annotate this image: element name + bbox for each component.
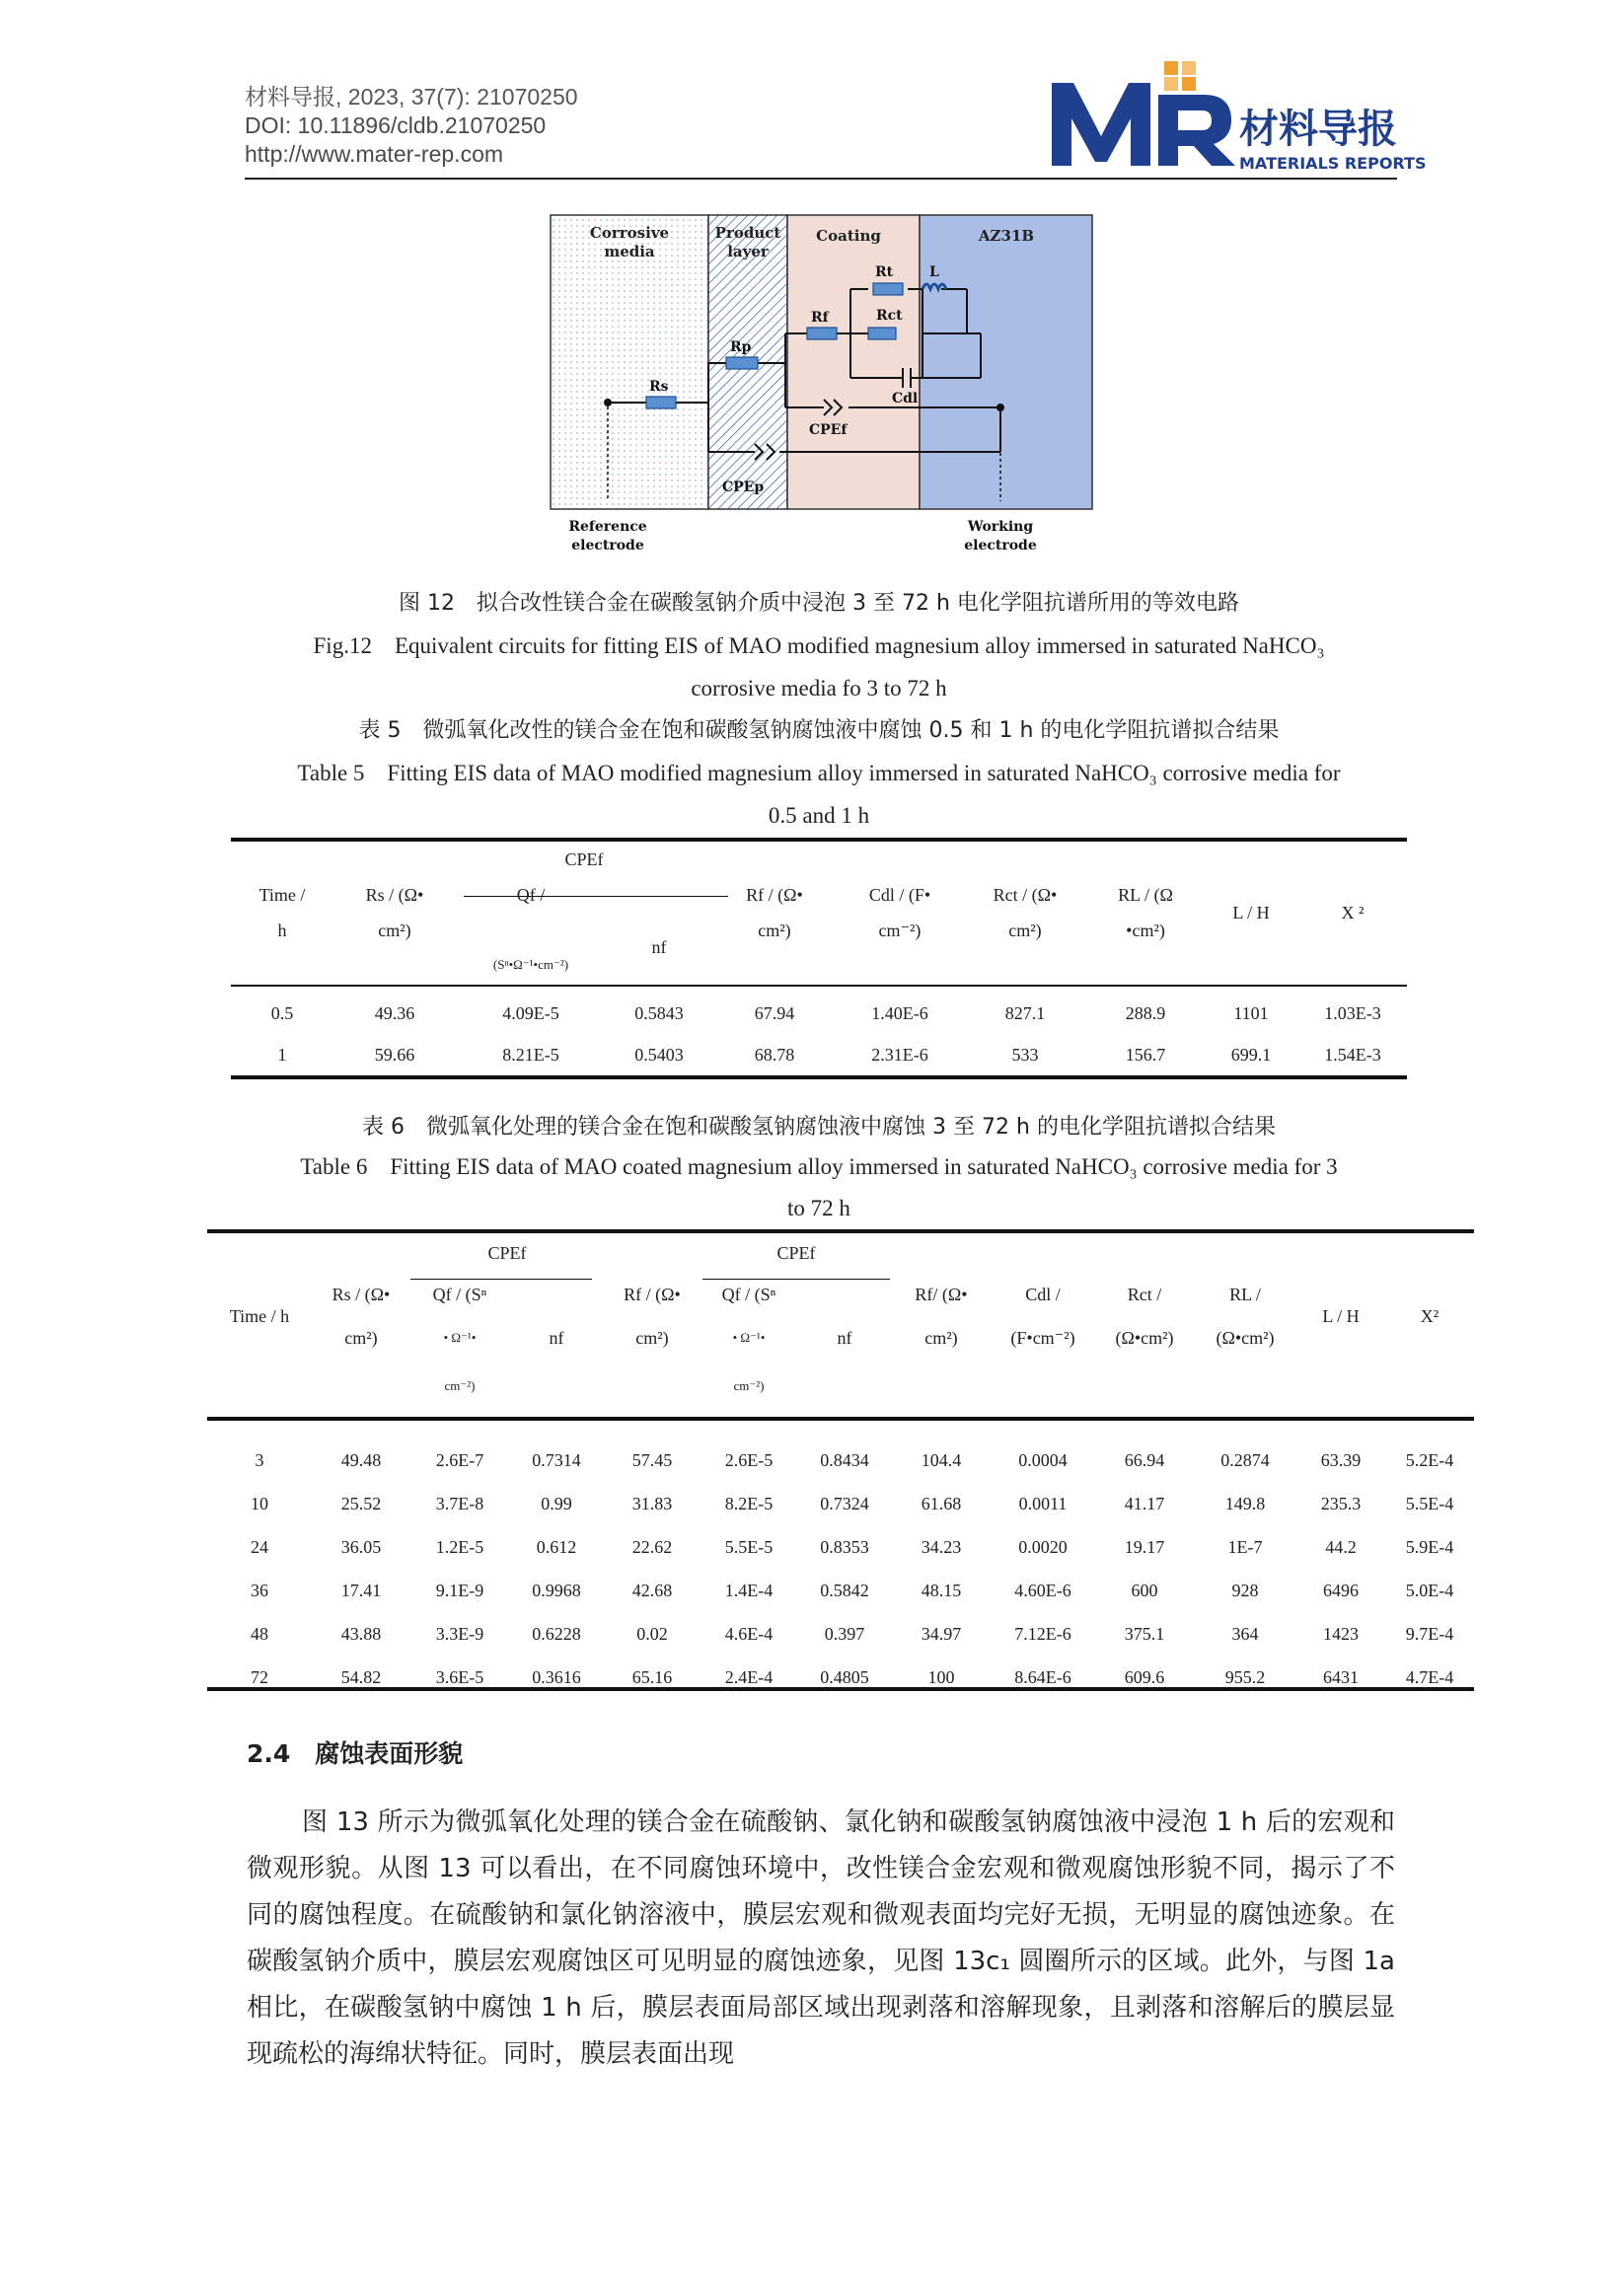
t6-h-rs-2: cm²) (344, 1327, 378, 1348)
label-reference-2: electrode (571, 538, 644, 553)
t6-h-rct-2: (Ω•cm²) (1115, 1327, 1174, 1348)
t6-cell: 5.5E-4 (1405, 1493, 1454, 1513)
resistor-rct (868, 328, 896, 339)
t5-h-rct-1: Rct / (Ω• (993, 884, 1058, 905)
t6-cell: 6496 (1323, 1580, 1359, 1600)
table-6 (207, 1233, 1474, 1699)
table-row (207, 1482, 1474, 1525)
reference-node (604, 399, 612, 406)
t6-h-rl-1: RL / (1229, 1284, 1261, 1304)
t6-cell: 6431 (1323, 1666, 1359, 1687)
table-row (207, 1569, 1474, 1612)
t6-cell: 0.397 (824, 1623, 865, 1644)
t6-cell: 57.45 (631, 1449, 673, 1470)
coating-region (787, 215, 920, 509)
t5-cell: 0.5403 (634, 1044, 684, 1065)
t6-cell: 49.48 (340, 1449, 382, 1470)
t6-cell: 48 (251, 1623, 268, 1644)
t6-h-cdl-1: Cdl / (1025, 1284, 1061, 1304)
label-rt: Rt (875, 264, 894, 280)
t5-h-rs-2: cm²) (378, 920, 411, 940)
t6-h-q2-3: cm⁻²) (733, 1378, 765, 1393)
t6-cell: 41.17 (1124, 1493, 1165, 1513)
t6-cell: 0.7314 (532, 1449, 581, 1470)
t6-cell: 0.0011 (1018, 1493, 1068, 1513)
t5-cell: 0.5 (270, 1002, 294, 1023)
t6-h-q1-3: cm⁻²) (444, 1378, 476, 1393)
t5-h-rs-1: Rs / (Ω• (365, 884, 424, 905)
doi: DOI: 10.11896/cldb.21070250 (245, 112, 547, 138)
t5-cell: 59.66 (374, 1044, 415, 1065)
t6-cell: 364 (1231, 1623, 1259, 1644)
t6-cell: 8.64E-6 (1014, 1666, 1071, 1687)
t6-h-cpe-1: CPEf (487, 1242, 527, 1263)
table-row (231, 1033, 1407, 1076)
t6-cell: 5.2E-4 (1405, 1449, 1454, 1470)
table-row (231, 994, 1407, 1033)
t6-cell: 4.6E-4 (724, 1623, 774, 1644)
t6-cell: 0.7324 (820, 1493, 869, 1513)
t6-cell: 0.6228 (532, 1623, 581, 1644)
t5-h-cdl-1: Cdl / (F• (868, 884, 931, 905)
t5-cell: 156.7 (1125, 1044, 1166, 1065)
t6-cell: 9.7E-4 (1405, 1623, 1454, 1644)
label-rct: Rct (876, 308, 903, 324)
t6-h-rs-1: Rs / (Ω• (332, 1284, 391, 1304)
t5-cell: 2.31E-6 (871, 1044, 928, 1065)
label-rp: Rp (730, 339, 752, 355)
t6-cell: 24 (251, 1536, 268, 1557)
t6-cell: 0.8434 (820, 1449, 869, 1470)
t5-cell: 533 (1011, 1044, 1039, 1065)
t6-cell: 61.68 (921, 1493, 962, 1513)
fig12-caption-cn: 图 12 拟合改性镁合金在碳酸氢钠介质中浸泡 3 至 72 h 电化学阻抗谱所用的等效电路 (399, 591, 1239, 616)
t6-cell: 36.05 (340, 1536, 382, 1557)
t6-h-rf2-2: cm²) (924, 1327, 958, 1348)
label-coating: Coating (816, 227, 881, 245)
t6-cell: 1.2E-5 (435, 1536, 484, 1557)
t6-h-time: Time / h (229, 1305, 290, 1326)
t5-cell: 1.40E-6 (871, 1002, 928, 1023)
label-cdl: Cdl (892, 391, 919, 406)
t6-cell: 0.5842 (820, 1580, 869, 1600)
t6-cell: 22.62 (631, 1536, 673, 1557)
label-reference-1: Reference (568, 519, 647, 535)
t6-h-cdl-2: (F•cm⁻²) (1010, 1327, 1075, 1348)
t6-cell: 34.23 (921, 1536, 962, 1557)
t6-cell: 5.9E-4 (1405, 1536, 1454, 1557)
t6-cell: 1E-7 (1227, 1536, 1263, 1557)
t6-h-n2: nf (837, 1327, 852, 1348)
t6-cell: 7.12E-6 (1014, 1623, 1071, 1644)
t6-cell: 375.1 (1124, 1623, 1165, 1644)
t6-cell: 17.41 (340, 1580, 382, 1600)
label-product-1: Product (714, 224, 781, 242)
t6-cell: 2.4E-4 (724, 1666, 774, 1687)
t6-cell: 10 (251, 1493, 268, 1513)
logo-cn-text: 材料导报 (1239, 106, 1397, 152)
t5-cell: 1.54E-3 (1324, 1044, 1381, 1065)
t6-h-x2: X² (1420, 1305, 1439, 1326)
t6-cell: 0.02 (636, 1623, 668, 1644)
label-l: L (929, 264, 939, 280)
journal-citation: 材料导报, 2023, 37(7): 21070250 (245, 84, 578, 110)
label-corrosive-2: media (604, 243, 655, 260)
t6-cell: 0.0020 (1018, 1536, 1068, 1557)
t6-cell: 2.6E-7 (435, 1449, 484, 1470)
t6-cell: 2.6E-5 (724, 1449, 774, 1470)
working-node (997, 404, 1004, 411)
t5-cell: 827.1 (1004, 1002, 1046, 1023)
t6-cell: 19.17 (1124, 1536, 1165, 1557)
t6-cell: 25.52 (340, 1493, 382, 1513)
table5-body (231, 982, 1407, 1076)
table5-caption-en-2: 0.5 and 1 h (768, 803, 870, 828)
t6-h-q2-1: Qf / (Sⁿ (721, 1284, 776, 1304)
t6-cell: 235.3 (1320, 1493, 1362, 1513)
t6-cell: 4.60E-6 (1014, 1580, 1071, 1600)
t6-h-rf1-2: cm²) (635, 1327, 669, 1348)
t6-cell: 66.94 (1124, 1449, 1165, 1470)
t6-cell: 8.2E-5 (724, 1493, 774, 1513)
t5-h-rct-2: cm²) (1008, 920, 1042, 940)
t6-h-q1-2: • Ω⁻¹• (443, 1330, 477, 1345)
t6-cell: 43.88 (340, 1623, 382, 1644)
label-substrate: AZ31B (978, 227, 1035, 245)
t5-cell: 4.09E-5 (502, 1002, 559, 1023)
label-cpef: CPEf (809, 422, 848, 438)
t6-cell: 4.7E-4 (1405, 1666, 1454, 1687)
t6-cell: 72 (251, 1666, 268, 1687)
t6-cell: 34.97 (921, 1623, 962, 1644)
t6-cell: 31.83 (631, 1493, 673, 1513)
t6-cell: 955.2 (1224, 1666, 1266, 1687)
t5-cell: 1 (277, 1044, 287, 1065)
t6-cell: 3.6E-5 (435, 1666, 484, 1687)
logo-mr-mark (1052, 61, 1235, 166)
t6-h-rf1-1: Rf / (Ω• (624, 1284, 681, 1304)
t6-cell: 44.2 (1325, 1536, 1357, 1557)
t6-h-rf2-1: Rf/ (Ω• (915, 1284, 968, 1304)
t5-h-rl-2: •cm²) (1126, 920, 1165, 940)
t6-cell: 600 (1131, 1580, 1158, 1600)
t6-cell: 609.6 (1124, 1666, 1165, 1687)
t6-h-lh: L / H (1322, 1305, 1360, 1326)
label-rs: Rs (649, 379, 669, 395)
label-working-1: Working (967, 519, 1034, 535)
t5-cell: 288.9 (1125, 1002, 1166, 1023)
t5-h-cpe: CPEf (564, 848, 604, 869)
t5-h-qf-2: (Sⁿ•Ω⁻¹•cm⁻²) (492, 957, 569, 972)
table-row (207, 1438, 1474, 1482)
t6-cell: 54.82 (340, 1666, 382, 1687)
t6-h-rct-1: Rct / (1127, 1284, 1162, 1304)
t6-cell: 0.2874 (1220, 1449, 1270, 1470)
header-rule (245, 178, 1397, 180)
journal-logo (1046, 55, 1427, 176)
t5-h-x2: X ² (1341, 902, 1365, 922)
t6-cell: 9.1E-9 (435, 1580, 484, 1600)
resistor-rf (807, 328, 837, 339)
table-5 (231, 842, 1407, 1076)
t6-cell: 0.99 (541, 1493, 572, 1513)
resistor-rt (873, 283, 903, 295)
t5-cell: 1101 (1233, 1002, 1269, 1023)
fig12-caption-en-1: Fig.12 Equivalent circuits for fitting EIS of MAO modified magnesium alloy immersed in saturated NaHCO₃ (313, 633, 1325, 658)
table6-caption-en-1: Table 6 Fitting EIS data of MAO coated magnesium alloy immersed in saturated NaHCO₃ corrosive media for 3 (300, 1154, 1338, 1179)
t5-h-nf: nf (651, 936, 667, 957)
label-rf: Rf (811, 310, 829, 326)
t6-h-q1-1: Qf / (Sⁿ (432, 1284, 487, 1304)
t5-cell: 1.03E-3 (1324, 1002, 1381, 1023)
logo-en-text: MATERIALS REPORTS (1239, 154, 1427, 173)
t5-cell: 8.21E-5 (502, 1044, 559, 1065)
label-corrosive-1: Corrosive (589, 224, 670, 242)
label-product-2: layer (727, 243, 769, 260)
t6-cell: 36 (251, 1580, 268, 1600)
t6-cell: 0.3616 (532, 1666, 581, 1687)
resistor-rs (646, 397, 676, 408)
t5-h-lh: L / H (1232, 902, 1270, 922)
t5-cell: 699.1 (1230, 1044, 1272, 1065)
section-heading: 2.4 腐蚀表面形貌 (247, 1739, 464, 1768)
t6-cell: 65.16 (631, 1666, 673, 1687)
t5-cell: 67.94 (754, 1002, 795, 1023)
t6-cell: 5.5E-5 (724, 1536, 774, 1557)
t6-cell: 0.4805 (820, 1666, 869, 1687)
table5-caption-en-1: Table 5 Fitting EIS data of MAO modified magnesium alloy immersed in saturated NaHCO₃ corrosive media for (297, 761, 1341, 785)
t6-cell: 48.15 (921, 1580, 962, 1600)
t6-cell: 1423 (1323, 1623, 1359, 1644)
table-row (207, 1525, 1474, 1569)
t5-h-time-1: Time / (258, 884, 306, 905)
table6-caption-cn: 表 6 微弧氧化处理的镁合金在饱和碳酸氢钠腐蚀液中腐蚀 3 至 72 h 的电化学阻抗谱拟合结果 (362, 1115, 1276, 1140)
t6-cell: 149.8 (1224, 1493, 1266, 1513)
journal-url[interactable]: http://www.mater-rep.com (245, 141, 504, 167)
table5-caption-cn: 表 5 微弧氧化改性的镁合金在饱和碳酸氢钠腐蚀液中腐蚀 0.5 和 1 h 的电化学阻抗谱拟合结果 (358, 718, 1280, 743)
table6-caption-en-2: to 72 h (787, 1196, 850, 1220)
t5-h-time-2: h (277, 920, 287, 940)
figure-12-circuit (533, 205, 1105, 570)
t5-h-qf-1: Qf / (516, 884, 546, 905)
t6-h-cpe-2: CPEf (776, 1242, 816, 1263)
t6-cell: 104.4 (921, 1449, 962, 1470)
label-working-2: electrode (964, 538, 1037, 553)
t5-cell: 68.78 (754, 1044, 795, 1065)
table6-body (207, 1413, 1474, 1699)
t6-cell: 3.7E-8 (435, 1493, 484, 1513)
t5-cell: 49.36 (374, 1002, 415, 1023)
t6-h-n1: nf (549, 1327, 564, 1348)
t6-cell: 3 (255, 1449, 264, 1470)
label-cpep: CPEp (722, 479, 765, 495)
table-row (207, 1656, 1474, 1699)
t6-h-rl-2: (Ω•cm²) (1216, 1327, 1275, 1348)
t6-cell: 5.0E-4 (1405, 1580, 1454, 1600)
t6-cell: 100 (927, 1666, 955, 1687)
t6-cell: 1.4E-4 (724, 1580, 774, 1600)
t6-cell: 63.39 (1320, 1449, 1362, 1470)
journal-header (245, 83, 578, 169)
table-row (207, 1612, 1474, 1656)
t5-h-rf-2: cm²) (758, 920, 791, 940)
t5-h-cdl-2: cm⁻²) (878, 920, 922, 940)
t6-cell: 0.9968 (532, 1580, 581, 1600)
fig12-caption-en-2: corrosive media fo 3 to 72 h (691, 676, 947, 700)
t5-h-rl-1: RL / (Ω (1118, 884, 1173, 905)
t5-cell: 0.5843 (634, 1002, 684, 1023)
t5-h-rf-1: Rf / (Ω• (746, 884, 803, 905)
t6-cell: 928 (1231, 1580, 1259, 1600)
resistor-rp (726, 357, 758, 369)
section-paragraph: 图 13 所示为微弧氧化处理的镁合金在硫酸钠、氯化钠和碳酸氢钠腐蚀液中浸泡 1 h 后的宏观和微观形貌。从图 13 可以看出，在不同腐蚀环境中，改性镁合金宏观和微观腐蚀形貌不同，揭示了不同的腐蚀程度。在硫酸钠和氯化钠溶液中，膜层宏观和微观表面均完好无损，无明显的腐蚀迹象。在碳酸氢钠介质中，膜层宏观腐蚀区可见明显的腐蚀迹象，见图 13c₁ 圆圈所示的区域。此外，与图 1a 相比，在碳酸氢钠中腐蚀 1 h 后，膜层表面局部区域出现剥落和溶解现象，且剥落和溶解后的膜层显现疏松的海绵状特征。同时，膜层表面出现 (247, 1807, 1395, 2069)
t6-cell: 3.3E-9 (435, 1623, 484, 1644)
t6-cell: 0.612 (536, 1536, 577, 1557)
t6-cell: 0.0004 (1018, 1449, 1068, 1470)
t6-cell: 0.8353 (820, 1536, 869, 1557)
t6-cell: 42.68 (631, 1580, 673, 1600)
substrate-region (920, 215, 1092, 509)
t6-h-q2-2: • Ω⁻¹• (732, 1330, 766, 1345)
